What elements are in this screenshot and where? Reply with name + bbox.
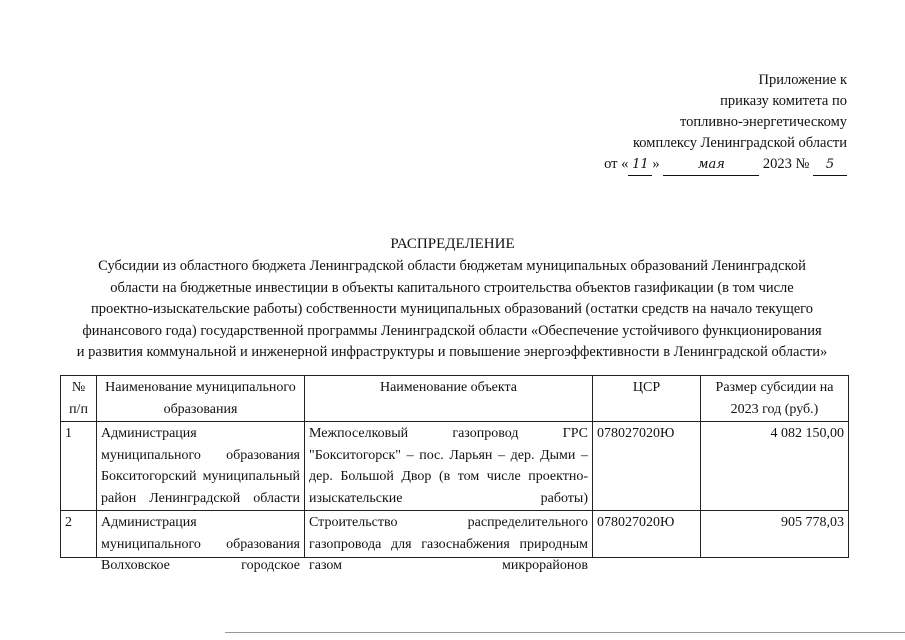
row-csr: 078027020Ю — [593, 511, 701, 558]
row-num: 2 — [61, 511, 97, 558]
annex-block — [604, 70, 847, 176]
annex-line-2: приказу комитета по — [720, 93, 847, 109]
document-title: РАСПРЕДЕЛЕНИЕ — [390, 236, 515, 252]
row-municipality — [97, 511, 305, 573]
date-day: 11 — [628, 154, 652, 176]
subtitle-line: финансового года) государственной программы Ленинградской области «Обеспечение устойчивого функционирования — [82, 322, 822, 339]
annex-line-1: Приложение к — [758, 72, 847, 88]
header-csr: ЦСР — [593, 376, 701, 422]
header-municipality: Наименование муниципального образования — [97, 376, 305, 422]
subtitle-line: Субсидии из областного бюджета Ленинградской области бюджетам муниципальных образований Ленинградской — [98, 258, 806, 274]
order-number: 5 — [813, 154, 847, 176]
date-prefix: от « — [604, 156, 629, 172]
table-row — [61, 422, 849, 511]
row-amount: 905 778,03 — [701, 511, 849, 558]
annex-line-4: комплексу Ленинградской области — [632, 135, 847, 151]
subtitle-line: области на бюджетные инвестиции в объекты капитального строительства объектов газификации (в том числе — [110, 279, 794, 296]
row-num: 1 — [61, 422, 97, 511]
date-month: мая — [663, 154, 759, 176]
header-num: № п/п — [61, 376, 97, 422]
document-subtitle — [52, 256, 852, 364]
row-municipality: Администрация муниципального образования Бокситогорский муниципальный район Ленинградской области — [97, 422, 305, 511]
row-amount: 4 082 150,00 — [701, 422, 849, 511]
subtitle-line: и развития коммунальной и инженерной инфраструктуры и повышение энергоэффективности в Ленинградской области» — [76, 344, 828, 360]
row-csr: 078027020Ю — [593, 422, 701, 511]
row-object — [305, 511, 593, 573]
annex-line-3: топливно-энергетическому — [679, 114, 847, 130]
page-edge-line — [225, 632, 905, 633]
table-row — [61, 511, 849, 558]
header-amount: Размер субсидии на 2023 год (руб.) — [701, 376, 849, 422]
subtitle-line: проектно-изыскательские работы) собственности муниципальных образований (остатки средств на начало текущего — [90, 301, 814, 317]
distribution-table — [60, 375, 849, 573]
annex-date-line — [604, 154, 847, 176]
date-mid: » — [652, 156, 660, 172]
date-year: 2023 № — [762, 156, 810, 172]
row-object-text: Строительство распределительного газопровода для газоснабжения природным газом микрорайонов — [309, 515, 588, 573]
row-object: Межпоселковый газопровод ГРС "Бокситогорск" – пос. Ларьян – дер. Дыми – дер. Большой Двор (в том числе проектно-изыскательские работы) — [305, 422, 593, 511]
row-municipality-text: Администрация муниципального образования Волховское городское — [101, 515, 300, 573]
header-object: Наименование объекта — [305, 376, 593, 422]
table-header-row — [61, 376, 849, 422]
